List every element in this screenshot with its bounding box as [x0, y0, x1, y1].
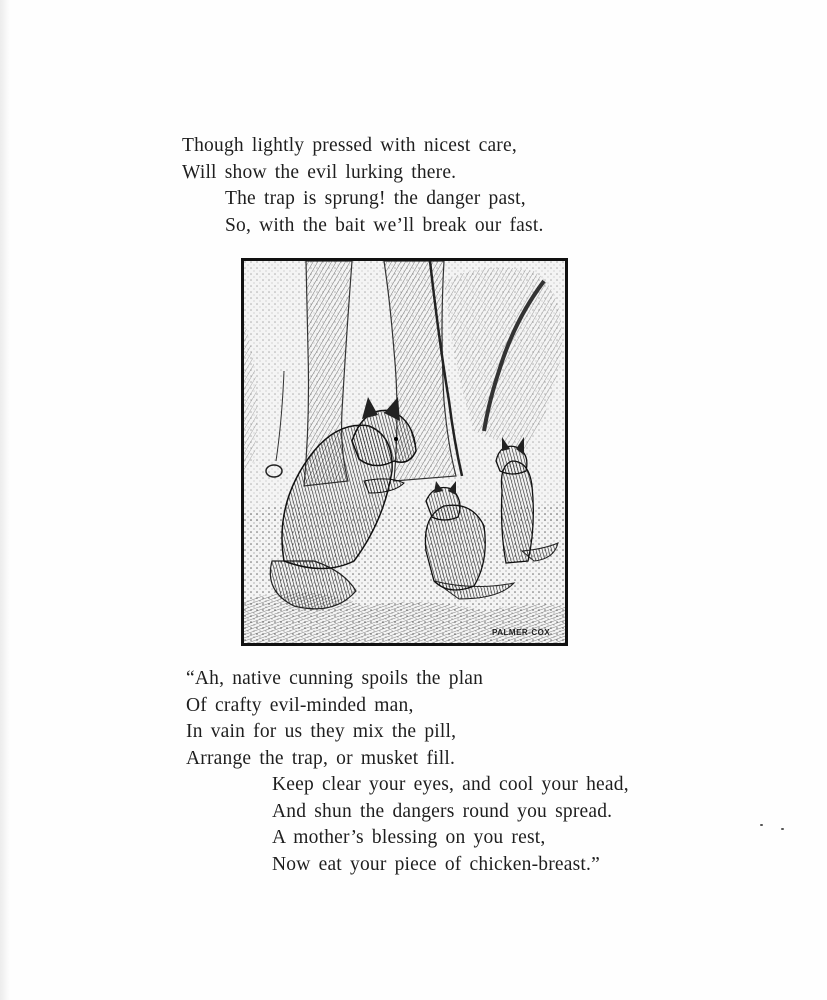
poem-line: Now eat your piece of chicken-breast.” — [272, 853, 600, 875]
poem-line: Though lightly pressed with nicest care, — [182, 135, 517, 156]
poem-stanza-top — [182, 133, 544, 239]
poem-line: Will show the evil lurking there. — [182, 161, 457, 183]
poem-line: Arrange the trap, or musket fill. — [186, 747, 456, 769]
poem-line: In vain for us they mix the pill, — [186, 721, 457, 742]
paper-speck — [760, 824, 763, 826]
artist-signature: PALMER-COX — [492, 628, 551, 637]
fox-family-illustration — [241, 258, 568, 646]
paper-speck — [781, 828, 784, 830]
poem-stanza-bottom — [186, 666, 629, 878]
page-edge-shadow — [0, 0, 10, 1000]
poem-line: Keep clear your eyes, and cool your head, — [272, 774, 629, 795]
poem-line: And shun the dangers round you spread. — [272, 800, 613, 822]
poem-line: A mother’s blessing on you rest, — [272, 827, 546, 848]
poem-line: So, with the bait we’ll break our fast. — [225, 214, 544, 236]
poem-line: The trap is sprung! the danger past, — [225, 188, 526, 209]
poem-line: Of crafty evil-minded man, — [186, 694, 414, 716]
poem-line: “Ah, native cunning spoils the plan — [186, 668, 484, 689]
